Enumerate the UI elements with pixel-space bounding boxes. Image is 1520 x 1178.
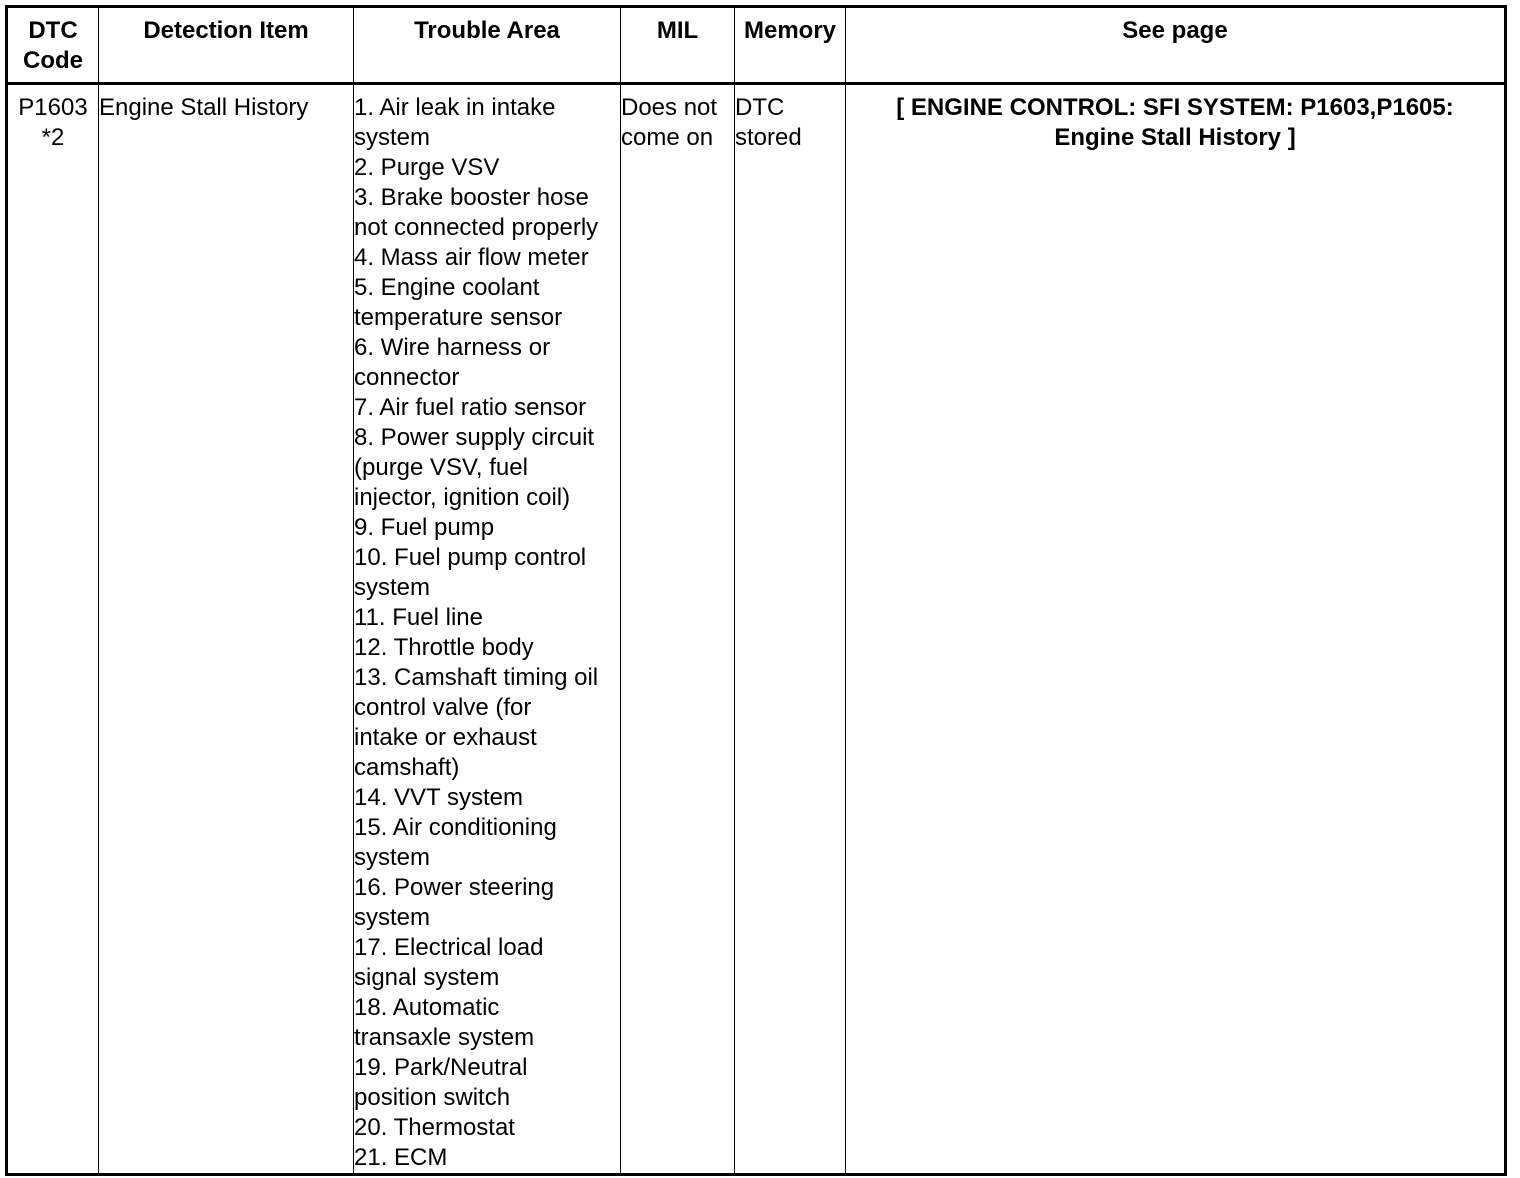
trouble-area-line: 12. Throttle body: [354, 634, 534, 661]
trouble-area-line: 5. Engine coolant: [354, 274, 540, 301]
trouble-area-line: system: [354, 124, 431, 151]
cell-mil: Does not come on: [621, 84, 735, 1175]
header-see-page: See page: [846, 7, 1506, 84]
trouble-area-line: connector: [354, 364, 460, 391]
trouble-area-line: control valve (for: [354, 694, 532, 721]
dtc-code-note: *2: [41, 124, 65, 151]
trouble-area-line: 14. VVT system: [354, 784, 523, 811]
trouble-area-line: 7. Air fuel ratio sensor: [354, 394, 587, 421]
trouble-area-line: 20. Thermostat: [354, 1114, 515, 1141]
trouble-area-line: signal system: [354, 964, 500, 991]
trouble-area-line: system: [354, 844, 431, 871]
trouble-area-line: 17. Electrical load: [354, 934, 544, 961]
header-memory: Memory: [735, 7, 846, 84]
trouble-area-line: 4. Mass air flow meter: [354, 244, 589, 271]
trouble-area-line: system: [354, 904, 431, 931]
trouble-area-line: 1. Air leak in intake: [354, 94, 556, 121]
trouble-area-line: 9. Fuel pump: [354, 514, 495, 541]
trouble-area-line: temperature sensor: [354, 304, 563, 331]
trouble-area-line: 10. Fuel pump control: [354, 544, 587, 571]
trouble-area-line: camshaft): [354, 754, 460, 781]
cell-detection-item: Engine Stall History: [99, 84, 354, 1175]
header-dtc-code-line1: DTC: [28, 17, 78, 44]
trouble-area-line: transaxle system: [354, 1024, 535, 1051]
trouble-area-line: 6. Wire harness or: [354, 334, 551, 361]
trouble-area-line: injector, ignition coil): [354, 484, 571, 511]
cell-trouble-area: [354, 84, 621, 1175]
trouble-area-line: 21. ECM: [354, 1144, 448, 1171]
trouble-area-line: (purge VSV, fuel: [354, 454, 528, 481]
dtc-code-value: P1603: [18, 94, 88, 121]
header-mil: MIL: [621, 7, 735, 84]
cell-memory: DTC stored: [735, 84, 846, 1175]
trouble-area-line: 2. Purge VSV: [354, 154, 500, 181]
trouble-area-line: intake or exhaust: [354, 724, 537, 751]
trouble-area-line: 16. Power steering: [354, 874, 555, 901]
trouble-area-line: position switch: [354, 1084, 511, 1111]
header-detection-item: Detection Item: [99, 7, 354, 84]
cell-see-page[interactable]: [846, 84, 1506, 1175]
header-row: [7, 7, 1506, 84]
trouble-area-line: 8. Power supply circuit: [354, 424, 595, 451]
trouble-area-line: 19. Park/Neutral: [354, 1054, 528, 1081]
trouble-area-list: [354, 93, 620, 1173]
see-page-link-line1[interactable]: [ ENGINE CONTROL: SFI SYSTEM: P1603,P1605:: [896, 94, 1454, 121]
dtc-table: [5, 5, 1507, 1176]
header-trouble-area: Trouble Area: [354, 7, 621, 84]
trouble-area-line: not connected properly: [354, 214, 599, 241]
trouble-area-line: 18. Automatic: [354, 994, 500, 1021]
trouble-area-line: 13. Camshaft timing oil: [354, 664, 599, 691]
trouble-area-line: system: [354, 574, 431, 601]
cell-dtc-code: [7, 84, 99, 1175]
see-page-link-line2[interactable]: Engine Stall History ]: [1054, 124, 1296, 151]
header-dtc-code-line2: Code: [23, 47, 83, 74]
trouble-area-line: 11. Fuel line: [354, 604, 483, 631]
trouble-area-line: 15. Air conditioning: [354, 814, 557, 841]
trouble-area-line: 3. Brake booster hose: [354, 184, 589, 211]
header-dtc-code: [7, 7, 99, 84]
table-row: [7, 84, 1506, 1175]
